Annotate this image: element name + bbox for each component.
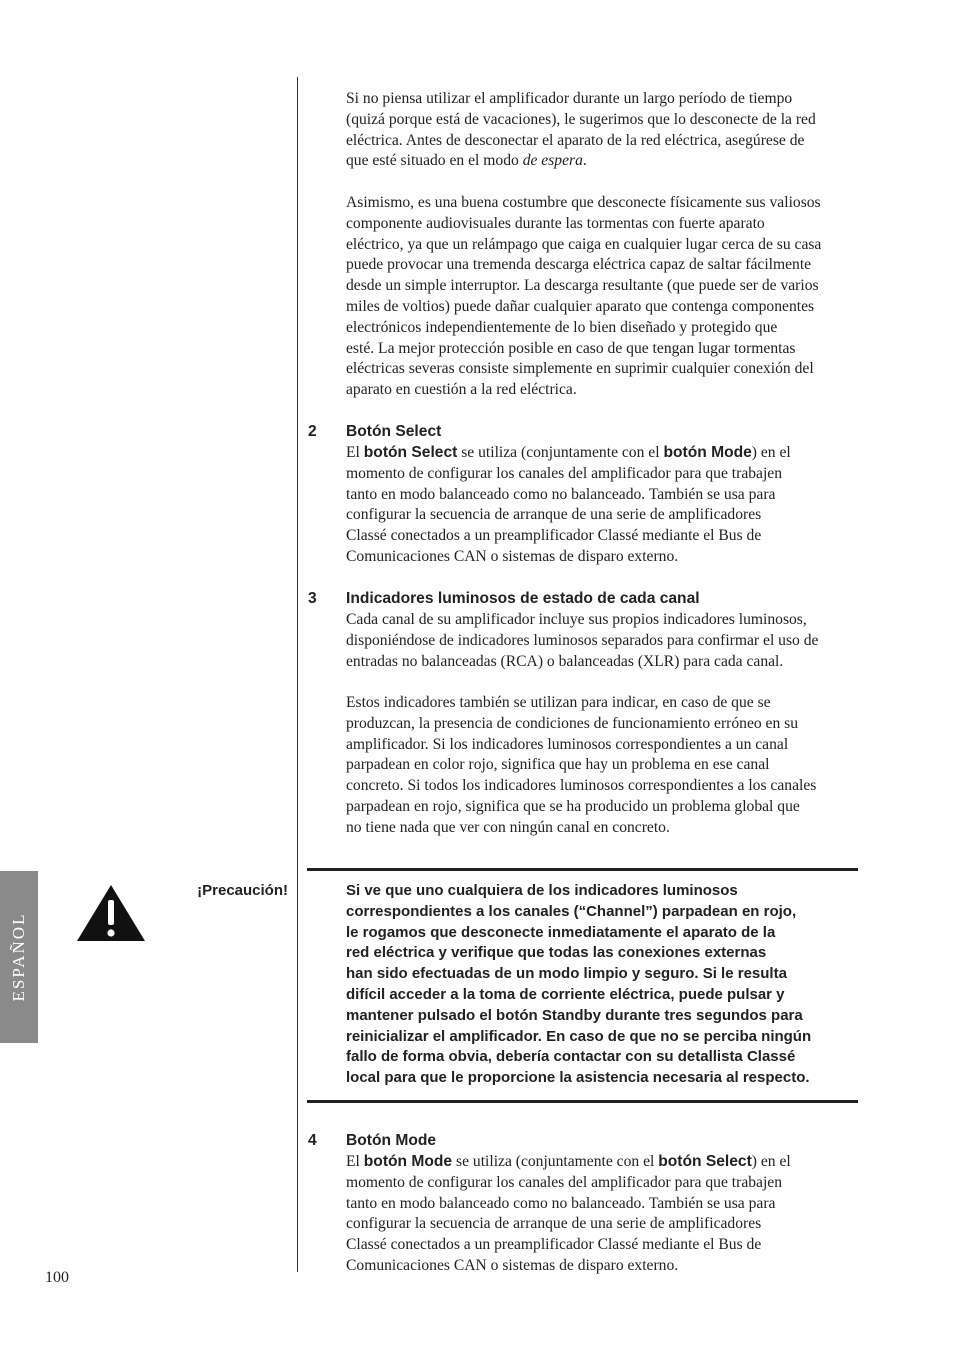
- text-fragment: se utiliza (conjuntamente con el: [457, 444, 664, 461]
- section-number-4: 4: [308, 1132, 317, 1149]
- text-line: eléctrica. Antes de desconectar el aparato de la red eléctrica, asegúrese de: [346, 131, 805, 149]
- caution-bottom-rule: [307, 1100, 858, 1103]
- text-line: aparato en cuestión a la red eléctrica.: [346, 381, 577, 399]
- text-line: electrónicos independientemente de lo bien diseñado y protegido que: [346, 318, 778, 336]
- text-fragment: que esté situado en el modo: [346, 152, 523, 170]
- text-line: amplificador. Si los indicadores luminosos correspondientes a un canal: [346, 735, 789, 753]
- emphasis-text: de espera: [522, 152, 583, 170]
- text-line: le rogamos que desconecte inmediatamente el aparato de la: [346, 923, 776, 941]
- text-line: Asimismo, es una buena costumbre que desconecte físicamente sus valiosos: [346, 194, 821, 211]
- text-line: [346, 1152, 861, 1173]
- language-tab-label: ESPAÑOL: [9, 912, 28, 1002]
- text-line: reinicializar el amplificador. En caso de que no se perciba ningún: [346, 1027, 812, 1045]
- section-3-paragraph-1: [346, 610, 861, 672]
- text-line: parpadean en color rojo, significa que hay un problema en ese canal: [346, 756, 770, 774]
- text-line: red eléctrica y verifique que todas las conexiones externas: [346, 944, 767, 962]
- section-title-select: Botón Select: [346, 423, 442, 440]
- intro-paragraph-2: [346, 193, 861, 401]
- text-line: eléctricas severas consiste simplemente en suprimir cualquier conexión del: [346, 360, 814, 378]
- text-line: tanto en modo balanceado como no balanceado. También se usa para: [346, 485, 776, 503]
- text-line: Estos indicadores también se utilizan para indicar, en caso de que se: [346, 694, 771, 711]
- bold-term: botón Select: [658, 1153, 752, 1170]
- text-line: Classé conectados a un preamplificador Classé mediante el Bus de: [346, 1236, 762, 1254]
- text-line: componente audiovisuales durante las tormentas con fuerte aparato: [346, 214, 765, 232]
- text-line: local para que le proporcione la asistencia necesaria al respecto.: [346, 1069, 810, 1087]
- text-line: disponiéndose de indicadores luminosos separados para confirmar el uso de: [346, 631, 819, 649]
- intro-paragraph-1: [346, 89, 861, 172]
- text-line: fallo de forma obvia, debería contactar con su detallista Classé: [346, 1048, 796, 1066]
- text-line: desde un simple interruptor. La descarga resultante (que puede ser de varios: [346, 277, 819, 295]
- section-title-indicators: Indicadores luminosos de estado de cada canal: [346, 590, 700, 607]
- caution-top-rule: [307, 868, 858, 871]
- text-line: Comunicaciones CAN o sistemas de disparo externo.: [346, 1256, 679, 1274]
- text-line: [346, 151, 861, 172]
- bold-term: botón Mode: [663, 444, 752, 461]
- text-line: Comunicaciones CAN o sistemas de disparo externo.: [346, 547, 679, 565]
- section-4-body: [346, 1152, 861, 1277]
- section-2-body: [346, 443, 861, 568]
- text-line: (quizá porque está de vacaciones), le sugerimos que lo desconecte de la red: [346, 110, 816, 128]
- text-line: miles de voltios) puede dañar cualquier aparato que contenga componentes: [346, 297, 815, 315]
- section-number-3: 3: [308, 590, 317, 607]
- caution-text: [346, 881, 846, 1089]
- bold-term: botón Mode: [363, 1153, 453, 1170]
- text-fragment: El: [346, 1153, 364, 1170]
- text-line: no tiene nada que ver con ningún canal en concreto.: [346, 818, 670, 836]
- text-line: parpadean en rojo, significa que se ha producido un problema global que: [346, 797, 800, 815]
- text-line: produzcan, la presencia de condiciones de funcionamiento erróneo en su: [346, 714, 799, 732]
- text-fragment: El: [346, 444, 364, 461]
- text-line: puede provocar una tremenda descarga eléctrica capaz de saltar fácilmente: [346, 256, 812, 274]
- text-line: Classé conectados a un preamplificador Classé mediante el Bus de: [346, 527, 762, 545]
- text-line: configurar la secuencia de arranque de una serie de amplificadores: [346, 506, 762, 524]
- text-fragment: .: [582, 152, 587, 170]
- text-line: correspondientes a los canales (“Channel”) parpadean en rojo,: [346, 902, 797, 920]
- text-fragment: ) en el: [751, 1153, 791, 1170]
- text-line: Cada canal de su amplificador incluye sus propios indicadores luminosos,: [346, 611, 807, 628]
- text-line: Si ve que uno cualquiera de los indicadores luminosos: [346, 882, 738, 899]
- text-fragment: se utiliza (conjuntamente con el: [452, 1153, 659, 1170]
- text-line: momento de configurar los canales del amplificador para que trabajen: [346, 464, 783, 482]
- page-number: 100: [45, 1269, 69, 1286]
- text-line: esté. La mejor protección posible en caso de que tengan lugar tormentas: [346, 339, 796, 357]
- text-line: eléctrico, ya que un relámpago que caiga en cualquier lugar cerca de su casa: [346, 235, 822, 253]
- text-line: entradas no balanceadas (RCA) o balanceadas (XLR) para cada canal.: [346, 652, 784, 670]
- column-divider: [297, 77, 298, 1272]
- section-title-mode: Botón Mode: [346, 1132, 437, 1149]
- text-line: configurar la secuencia de arranque de una serie de amplificadores: [346, 1215, 762, 1233]
- section-number-2: 2: [308, 423, 317, 440]
- text-line: difícil acceder a la toma de corriente eléctrica, puede pulsar y: [346, 985, 785, 1003]
- text-line: momento de configurar los canales del amplificador para que trabajen: [346, 1173, 783, 1191]
- text-line: concreto. Si todos los indicadores luminosos correspondientes a los canales: [346, 777, 817, 795]
- text-line: [346, 443, 861, 464]
- text-line: han sido efectuadas de un modo limpio y seguro. Si le resulta: [346, 965, 787, 983]
- caution-label: ¡Precaución!: [197, 882, 288, 899]
- section-3-paragraph-2: [346, 693, 861, 839]
- text-line: tanto en modo balanceado como no balanceado. También se usa para: [346, 1194, 776, 1212]
- warning-triangle-icon: [76, 883, 146, 943]
- bold-term: botón Select: [363, 444, 458, 461]
- text-line: Si no piensa utilizar el amplificador durante un largo período de tiempo: [346, 90, 793, 107]
- text-fragment: ) en el: [751, 444, 791, 461]
- text-line: mantener pulsado el botón Standby durante tres segundos para: [346, 1006, 803, 1024]
